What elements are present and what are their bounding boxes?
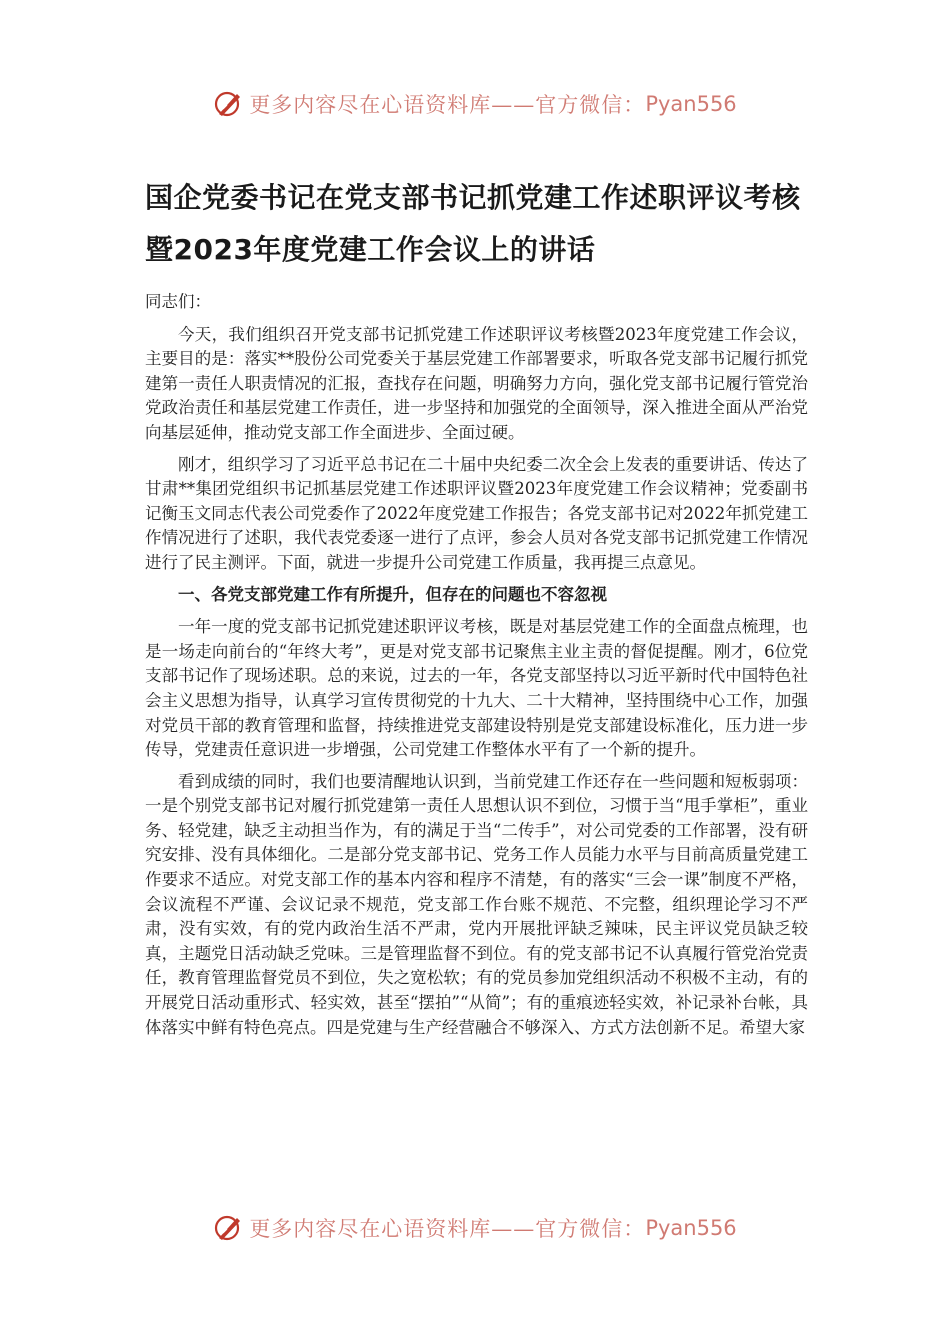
title-line-2: 暨2023年度党建工作会议上的讲话 [145,233,596,266]
document-title [145,172,808,276]
paragraph: 一年一度的党支部书记抓党建述职评议考核，既是对基层党建工作的全面盘点梳理，也是一场走向前台的“年终大考”，更是对党支部书记聚焦主业主责的督促提醒。刚才，6位党支部书记作了现场述职。总的来说，过去的一年，各党支部坚持以习近平新时代中国特色社会主义思想为指导，认真学习宣传贯彻党的十九大、二十大精神，坚持围绕中心工作，加强对党员干部的教育管理和监督，持续推进党支部建设特别是党支部建设标准化，压力进一步传导，党建责任意识进一步增强，公司党建工作整体水平有了一个新的提升。 [145,617,808,760]
banner-text: 更多内容尽在心语资料库——官方微信： [249,93,646,117]
banner-wechat-id: Pyan556 [645,92,737,116]
document-body [145,172,808,1040]
footer-banner [0,1208,950,1248]
paragraph: 今天，我们组织召开党支部书记抓党建工作述职评议考核暨2023年度党建工作会议，主要目的是：落实**股份公司党委关于基层党建工作部署要求，听取各党支部书记履行抓党建第一责任人职责情况的汇报，查找存在问题，明确努力方向，强化党支部书记履行管党治党政治责任和基层党建工作责任，进一步坚持和加强党的全面领导，深入推进全面从严治党向基层延伸，推动党支部工作全面进步、全面过硬。 [145,324,808,442]
title-line-1: 国企党委书记在党支部书记抓党建工作述职评议考核 [145,181,801,214]
banner-text: 更多内容尽在心语资料库——官方微信： [249,1217,646,1241]
header-banner [0,84,950,124]
banner-wechat-id: Pyan556 [645,1216,737,1240]
quill-logo-icon [213,89,243,119]
greeting: 同志们： [145,292,211,311]
section-heading: 一、各党支部党建工作有所提升，但存在的问题也不容忽视 [178,584,607,604]
quill-logo-icon [213,1213,243,1243]
paragraph: 看到成绩的同时，我们也要清醒地认识到，当前党建工作还存在一些问题和短板弱项：一是个别党支部书记对履行抓党建第一责任人思想认识不到位，习惯于当“甩手掌柜”，重业务、轻党建，缺乏主动担当作为，有的满足于当“二传手”，对公司党委的工作部署，没有研究安排、没有具体细化。二是部分党支部书记、党务工作人员能力水平与目前高质量党建工作要求不适应。对党支部工作的基本内容和程序不清楚，有的落实“三会一课”制度不严格，会议流程不严谨、会议记录不规范，党支部工作台账不规范、不完整，组织理论学习不严肃，没有实效，有的党内政治生活不严肃，党内开展批评缺乏辣味，民主评议党员缺乏较真，主题党日活动缺乏党味。三是管理监督不到位。有的党支部书记不认真履行管党治党责任，教育管理监督党员不到位，失之宽松软；有的党员参加党组织活动不积极不主动，有的开展党日活动重形式、轻实效，甚至“摆拍”“从简”；有的重痕迹轻实效，补记录补台帐，具体落实中鲜有特色亮点。四是党建与生产经营融合不够深入、方式方法创新不足。希望大家 [145,771,808,1037]
paragraph: 刚才，组织学习了习近平总书记在二十届中央纪委二次全会上发表的重要讲话、传达了甘肃**集团党组织书记抓基层党建工作述职评议暨2023年度党建工作会议精神；党委副书记衡玉文同志代表公司党委作了2022年度党建工作报告；各党支部书记对2022年抓党建工作情况进行了述职，我代表党委逐一进行了点评，参会人员对各党支部书记抓党建工作情况进行了民主测评。下面，就进一步提升公司党建工作质量，我再提三点意见。 [145,454,808,572]
